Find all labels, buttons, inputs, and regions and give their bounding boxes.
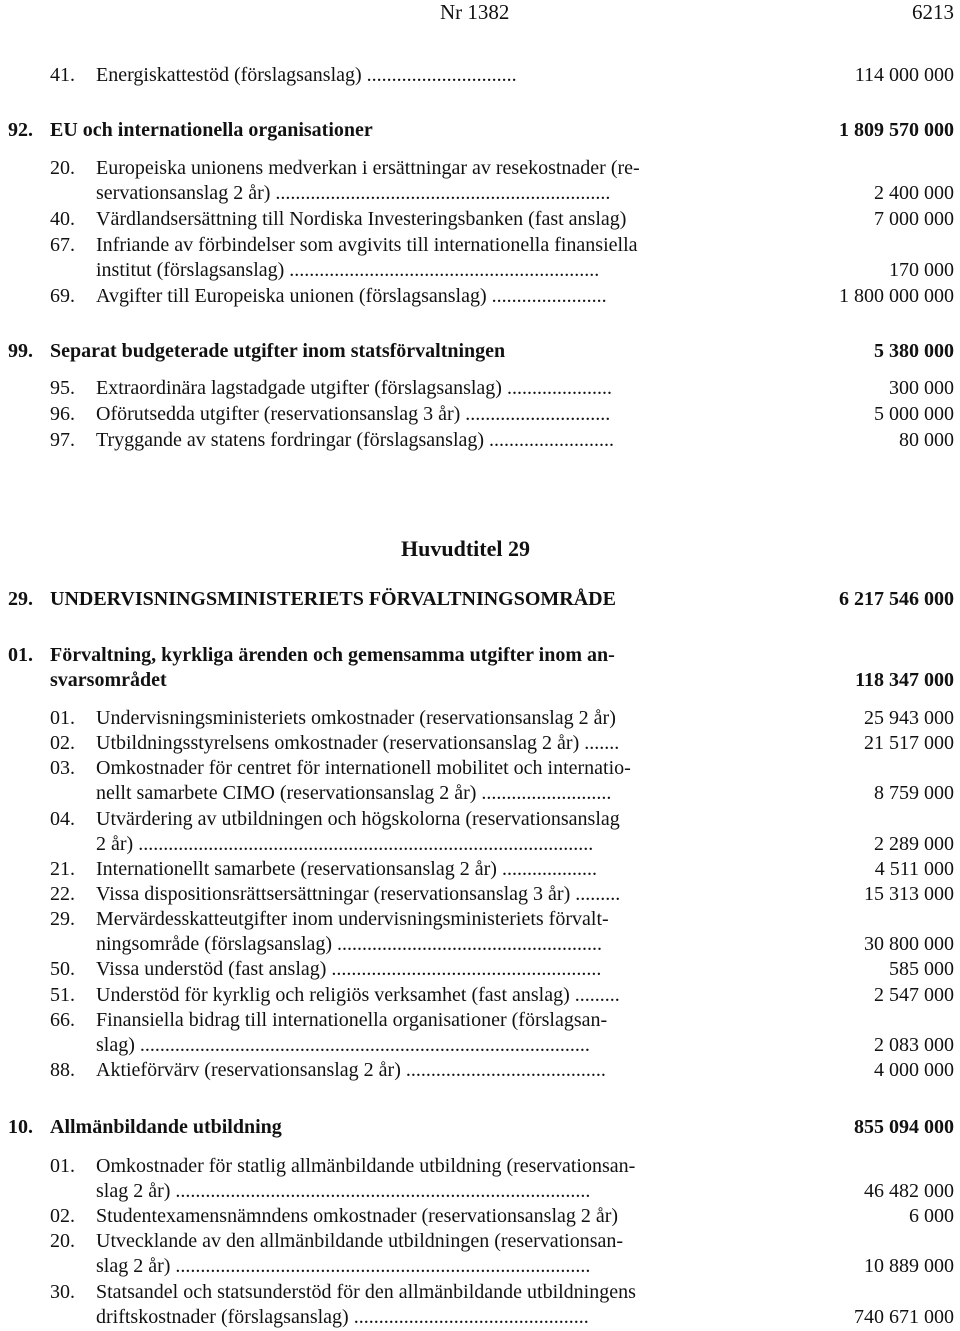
item-text: Extraordinära lagstadgade utgifter (förslagsanslag) ..................... — [96, 377, 612, 399]
heading-amount: 1 809 570 000 — [839, 119, 954, 141]
heading-text: EU och internationella organisationer — [50, 119, 373, 141]
item-text: driftskostnader (förslagsanslag) ............................................... — [96, 1305, 589, 1328]
item-number: 01. — [50, 1155, 75, 1177]
item-text: Aktieförvärv (reservationsanslag 2 år) ........................................ — [96, 1059, 606, 1081]
item-text: Vissa understöd (fast anslag) ...................................................... — [96, 958, 602, 981]
item-amount: 4 000 000 — [874, 1059, 954, 1081]
item-number: 51. — [50, 983, 75, 1006]
item-amount: 170 000 — [889, 259, 954, 281]
item-amount: 10 889 000 — [864, 1255, 954, 1278]
heading-number: 01. — [8, 644, 33, 666]
item-amount: 114 000 000 — [854, 64, 954, 86]
item-amount: 1 800 000 000 — [839, 285, 954, 307]
item-amount: 2 289 000 — [874, 832, 954, 855]
item-text: slag) .......................................................................................... — [96, 1033, 590, 1056]
heading-text: Förvaltning, kyrkliga ärenden och gemensamma utgifter inom an- — [50, 644, 615, 666]
item-number: 01. — [50, 707, 75, 729]
item-number: 30. — [50, 1280, 75, 1303]
item-amount: 7 000 000 — [874, 208, 954, 230]
heading-text: Allmänbildande utbildning — [50, 1116, 282, 1138]
item-number: 20. — [50, 1230, 75, 1253]
item-amount: 21 517 000 — [864, 732, 954, 755]
item-number: 69. — [50, 285, 75, 307]
item-number: 02. — [50, 732, 75, 755]
item-amount: 5 000 000 — [874, 403, 954, 425]
heading-number: 99. — [8, 340, 33, 362]
item-text: institut (förslagsanslag) .............................................................. — [96, 259, 600, 281]
page-number: 6213 — [912, 0, 954, 24]
item-number: 03. — [50, 757, 75, 780]
item-amount: 585 000 — [889, 958, 954, 981]
main-title: Huvudtitel 29 — [401, 536, 530, 561]
item-text: nellt samarbete CIMO (reservationsanslag 2 år) .......................... — [96, 782, 612, 805]
item-text: Omkostnader för centret för internationell mobilitet och internatio- — [96, 757, 631, 780]
item-amount: 80 000 — [899, 429, 954, 451]
item-text: Understöd för kyrklig och religiös verksamhet (fast anslag) ......... — [96, 983, 620, 1006]
item-number: 04. — [50, 807, 75, 830]
item-number: 95. — [50, 377, 75, 399]
item-number: 40. — [50, 208, 75, 230]
item-text: 2 år) ........................................................................................... — [96, 832, 594, 855]
item-amount: 46 482 000 — [864, 1180, 954, 1202]
item-amount: 2 400 000 — [874, 182, 954, 204]
item-text: Utbildningsstyrelsens omkostnader (reservationsanslag 2 år) ....... — [96, 732, 620, 755]
item-number: 97. — [50, 429, 75, 451]
item-number: 67. — [50, 234, 75, 256]
heading-number: 29. — [8, 588, 33, 610]
heading-amount: 6 217 546 000 — [839, 588, 954, 610]
heading-number: 92. — [8, 119, 33, 141]
item-amount: 15 313 000 — [864, 883, 954, 905]
item-number: 41. — [50, 64, 75, 86]
item-amount: 2 547 000 — [874, 983, 954, 1006]
item-number: 29. — [50, 908, 75, 931]
item-text: Infriande av förbindelser som avgivits till internationella finansiella — [96, 234, 638, 256]
item-text: Utvecklande av den allmänbildande utbildningen (reservationsan- — [96, 1230, 624, 1253]
item-text: Internationellt samarbete (reservationsanslag 2 år) ................... — [96, 857, 597, 880]
item-amount: 30 800 000 — [864, 933, 954, 956]
item-text: slag 2 år) ................................................................................... — [96, 1255, 591, 1278]
item-number: 50. — [50, 958, 75, 981]
item-amount: 4 511 000 — [874, 857, 954, 880]
item-amount: 300 000 — [889, 377, 954, 399]
item-number: 02. — [50, 1205, 75, 1228]
item-text: Omkostnader för statlig allmänbildande utbildning (reservationsan- — [96, 1155, 636, 1177]
item-text: Oförutsedda utgifter (reservationsanslag 3 år) ............................. — [96, 403, 611, 425]
item-text: Tryggande av statens fordringar (förslagsanslag) ......................... — [96, 429, 615, 451]
item-text: slag 2 år) ................................................................................... — [96, 1180, 591, 1202]
item-text: Undervisningsministeriets omkostnader (reservationsanslag 2 år) — [96, 707, 616, 729]
item-text: Finansiella bidrag till internationella organisationer (förslagsan- — [96, 1008, 608, 1031]
item-text: Studentexamensnämndens omkostnader (reservationsanslag 2 år) — [96, 1205, 619, 1228]
item-amount: 740 671 000 — [854, 1305, 954, 1328]
item-text: Avgifter till Europeiska unionen (förslagsanslag) ....................... — [96, 285, 607, 307]
document-number: Nr 1382 — [440, 0, 510, 24]
heading-amount: 5 380 000 — [874, 340, 954, 362]
item-text: Utvärdering av utbildningen och högskolorna (reservationsanslag — [96, 807, 620, 830]
item-number: 88. — [50, 1059, 75, 1081]
heading-amount: 855 094 000 — [854, 1116, 954, 1138]
heading-number: 10. — [8, 1116, 33, 1138]
item-text: servationsanslag 2 år) ................................................................... — [96, 182, 611, 204]
item-number: 22. — [50, 883, 75, 905]
item-text: Vissa dispositionsrättsersättningar (reservationsanslag 3 år) ......... — [96, 883, 621, 905]
item-amount: 25 943 000 — [864, 707, 954, 729]
item-number: 96. — [50, 403, 75, 425]
heading-text: Separat budgeterade utgifter inom statsförvaltningen — [50, 340, 506, 362]
item-text: Värdlandsersättning till Nordiska Investeringsbanken (fast anslag) — [96, 208, 627, 230]
item-text: Statsandel och statsunderstöd för den allmänbildande utbildningens — [96, 1280, 636, 1303]
item-amount: 6 000 — [909, 1205, 954, 1228]
item-amount: 2 083 000 — [874, 1033, 954, 1056]
heading-text: svarsområdet — [50, 669, 167, 691]
heading-text: UNDERVISNINGSMINISTERIETS FÖRVALTNINGSOMRÅDE — [50, 588, 616, 610]
heading-amount: 118 347 000 — [855, 669, 954, 691]
item-amount: 8 759 000 — [874, 782, 954, 805]
item-text: Europeiska unionens medverkan i ersättningar av resekostnader (re- — [96, 157, 640, 179]
item-number: 20. — [50, 157, 75, 179]
item-number: 66. — [50, 1008, 75, 1031]
item-text: ningsområde (förslagsanslag) ..................................................... — [96, 933, 603, 956]
item-number: 21. — [50, 857, 75, 880]
item-text: Energiskattestöd (förslagsanslag) .............................. — [96, 64, 517, 86]
item-text: Mervärdesskatteutgifter inom undervisningsministeriets förvalt- — [96, 908, 609, 931]
